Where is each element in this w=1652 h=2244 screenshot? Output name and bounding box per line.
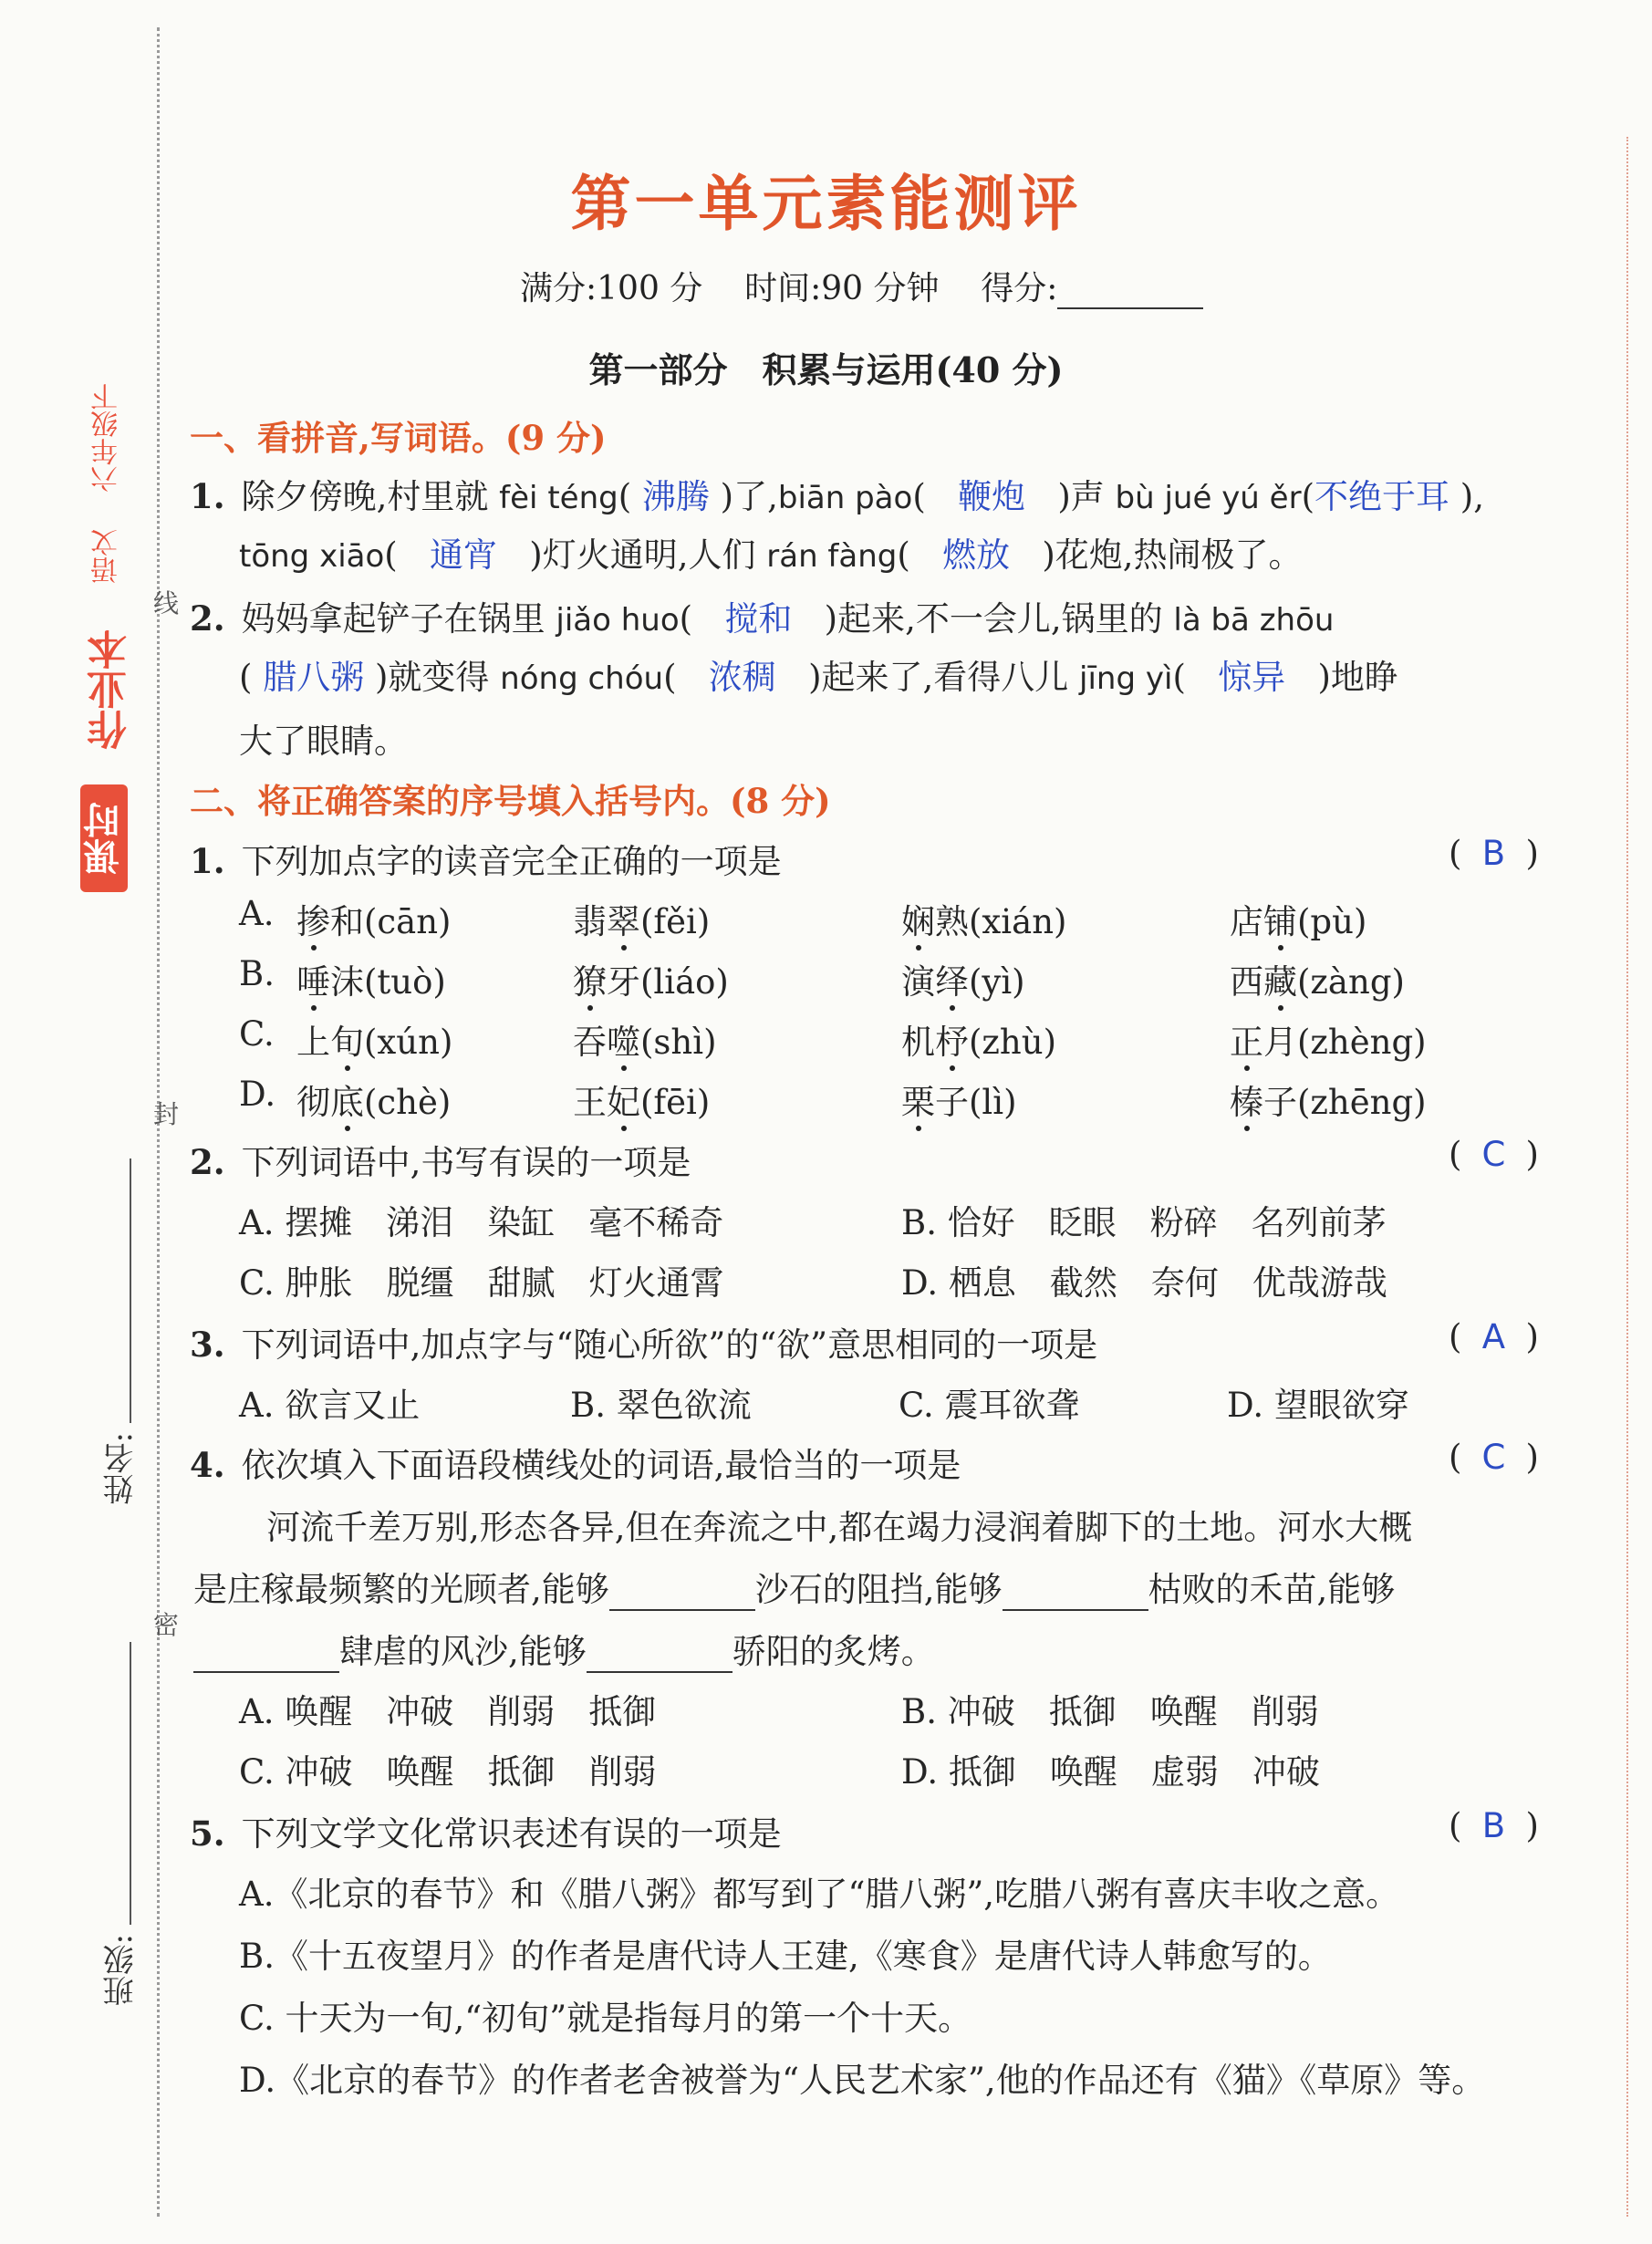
option: 正月(zhèng) [1230, 1023, 1427, 1062]
option-b: B. 翠色欲流 [570, 1386, 752, 1425]
option: 栗子(lì) [901, 1083, 1017, 1122]
option: 机杼(zhù) [901, 1023, 1057, 1062]
answer-field[interactable]: 鞭炮 [958, 477, 1026, 516]
question-num: 3. [190, 1325, 225, 1365]
text: 骄阳的炙烤。 [732, 1632, 935, 1671]
pinyin: jiǎo huo [556, 602, 680, 639]
option-a: A.《北京的春节》和《腊八粥》都写到了“腊八粥”,吃腊八粥有喜庆丰收之意。 [239, 1875, 1400, 1914]
fill-blank[interactable] [587, 1644, 732, 1673]
text: 肆虐的风沙,能够 [339, 1632, 587, 1671]
option-d: D. 抵御 唤醒 虚弱 冲破 [901, 1752, 1320, 1792]
text: , [1473, 477, 1484, 516]
cut-mark-line: 线 [153, 588, 180, 618]
option-d: D.《北京的春节》的作者老舍被誉为“人民艺术家”,他的作品还有《猫》《草原》等。 [239, 2061, 1486, 2100]
pinyin: là bā zhōu [1173, 602, 1335, 639]
option-c: C. 冲破 唤醒 抵御 削弱 [239, 1752, 657, 1792]
option: 彻底(chè) [296, 1083, 452, 1122]
s2-q4-stem [190, 1438, 961, 1487]
answer-field[interactable]: 浓稠 [708, 658, 776, 697]
s2-q3-stem [190, 1317, 1097, 1366]
option: 獠牙(liáo) [573, 962, 729, 1002]
question-stem: 下列词语中,书写有误的一项是 [241, 1143, 691, 1182]
option-d: D. 望眼欲穿 [1227, 1386, 1409, 1425]
answer-field[interactable]: A [1481, 1317, 1506, 1356]
option-b: B. 恰好 眨眼 粉碎 名列前茅 [901, 1203, 1387, 1242]
cut-mark-seal: 封 [153, 1099, 180, 1129]
s2-q1-answer-box: ( B ) [1449, 834, 1539, 873]
pinyin: rán fàng [766, 538, 898, 575]
text: 是庄稼最频繁的光顾者,能够 [193, 1570, 609, 1609]
option: 掺和(cān) [296, 902, 452, 941]
option: 翡翠(fěi) [573, 902, 711, 941]
full-score: 满分:100 分 [520, 270, 703, 307]
option-c: C. 十天为一旬,“初旬”就是指每月的第一个十天。 [239, 1999, 972, 2038]
text: 起来了,看得八儿 [821, 658, 1080, 697]
pinyin: tōng xiāo [239, 538, 385, 575]
answer-field[interactable]: 燃放 [942, 535, 1011, 575]
pinyin: jīng yì [1079, 660, 1173, 697]
s2-q1-opt-label: C. [239, 1014, 275, 1054]
option: 娴熟(xián) [901, 902, 1067, 941]
score-blank[interactable] [1057, 276, 1203, 309]
class-label: 班级: [103, 1934, 140, 2007]
pinyin: fèi téng [499, 480, 618, 516]
s2-q5-answer-box: ( B ) [1449, 1806, 1539, 1845]
text: 妈妈拿起铲子在锅里 [241, 599, 556, 639]
s2-q2-answer-box: ( C ) [1449, 1135, 1539, 1174]
option-a: A. 摆摊 涕泪 染缸 毫不稀奇 [239, 1203, 724, 1242]
option: 上旬(xún) [296, 1023, 453, 1062]
subject-label: 语文 [91, 529, 123, 584]
class-line[interactable] [130, 1642, 131, 1925]
question-num: 5. [190, 1813, 225, 1854]
text: 沙石的阻挡,能够 [754, 1570, 1003, 1609]
text: 枯败的禾苗,能够 [1148, 1570, 1396, 1609]
s2-q4-answer-box: ( C ) [1449, 1438, 1539, 1477]
option-a: A. 唤醒 冲破 削弱 抵御 [239, 1692, 657, 1731]
answer-field[interactable]: B [1481, 834, 1506, 873]
pinyin: bù jué yú ěr [1115, 480, 1302, 516]
fill-blank[interactable] [1003, 1582, 1148, 1611]
s1-q1-num: 1. [190, 476, 225, 516]
margin-dotted-line [1626, 137, 1628, 2217]
s1-q2-line3: 大了眼睛。 [239, 722, 408, 761]
pinyin: biān pào [777, 480, 913, 516]
answer-field[interactable]: B [1481, 1806, 1506, 1845]
option: 榛子(zhēng) [1230, 1083, 1427, 1122]
text: 花炮,热闹极了。 [1055, 535, 1303, 575]
s2-q5-stem [190, 1806, 782, 1855]
s1-q2-line1: 2. 妈妈拿起铲子在锅里 jiǎo huo( 搅和 )起来,不一会儿,锅里的 là bā zhōu [190, 598, 1335, 639]
section2-heading: 二、将正确答案的序号填入括号内。(8 分) [190, 781, 831, 821]
text: 声 [1070, 477, 1116, 516]
answer-field[interactable]: C [1481, 1135, 1506, 1174]
s1-q2-num: 2. [190, 598, 225, 639]
text: 地睁 [1330, 658, 1398, 697]
s2-q3-answer-box: ( A ) [1449, 1317, 1539, 1356]
text: 起来,不一会儿,锅里的 [837, 599, 1174, 639]
passage-line [193, 1562, 1395, 1611]
part-title: 第一部分 积累与运用(40 分) [588, 349, 1064, 390]
s2-q1-stem [190, 834, 782, 883]
name-line[interactable] [130, 1158, 131, 1423]
s2-q2-stem [190, 1135, 691, 1184]
brand-name: 作业本 [88, 629, 134, 750]
option-b: B. 冲破 抵御 唤醒 削弱 [901, 1692, 1319, 1731]
brand-logo: 课时 [80, 784, 128, 892]
option: 唾沫(tuò) [296, 962, 446, 1002]
question-stem: 依次填入下面语段横线处的词语,最恰当的一项是 [241, 1446, 961, 1485]
question-stem: 下列词语中,加点字与“随心所欲”的“欲”意思相同的一项是 [241, 1325, 1098, 1365]
option-d: D. 栖息 截然 奈何 优哉游哉 [901, 1263, 1387, 1303]
page-title: 第一单元素能测评 [570, 168, 1082, 239]
s1-q2-line2: ( 腊八粥 )就变得 nóng chóu( 浓稠 )起来了,看得八儿 jīng yì( 惊异 )地睁 [239, 658, 1398, 697]
question-num: 2. [190, 1142, 225, 1182]
option: 王妃(fēi) [573, 1083, 711, 1122]
option: 演绎(yì) [901, 962, 1025, 1002]
answer-field[interactable]: 沸腾 [641, 477, 710, 516]
s2-q1-opt-label: A. [239, 894, 275, 933]
text: 了, [733, 477, 778, 516]
question-stem: 下列文学文化常识表述有误的一项是 [241, 1814, 782, 1854]
s2-q1-opt-label: B. [239, 954, 275, 993]
option-c: C. 震耳欲聋 [899, 1386, 1080, 1425]
section1-heading: 一、看拼音,写词语。(9 分) [190, 418, 607, 458]
pinyin: nóng chóu [500, 660, 664, 697]
passage-line: 河流千差万别,形态各异,但在奔流之中,都在竭力浸润着脚下的土地。河水大概 [266, 1508, 1413, 1547]
s1-q1-line1: 1. 除夕傍晚,村里就 fèi téng( 沸腾 )了,biān pào( 鞭炮 )声 bù jué yú ěr(不绝于耳 ), [190, 476, 1484, 516]
fill-blank[interactable] [609, 1582, 755, 1611]
answer-field[interactable]: 不绝于耳 [1314, 477, 1450, 516]
text: 除夕傍晚,村里就 [241, 477, 500, 516]
exam-time: 时间:90 分钟 [744, 270, 940, 307]
s2-q1-opt-label: D. [239, 1075, 276, 1114]
option-a: A. 欲言又止 [239, 1386, 421, 1425]
text: 就变得 [388, 658, 501, 697]
answer-field[interactable]: 搅和 [724, 599, 793, 639]
text: 灯火通明,人们 [542, 535, 767, 575]
question-num: 1. [190, 841, 225, 881]
answer-field[interactable]: C [1481, 1438, 1506, 1477]
s1-q1-line2: tōng xiāo( 通宵 )灯火通明,人们 rán fàng( 燃放 )花炮,热闹极了。 [239, 535, 1303, 575]
exam-meta [520, 263, 1203, 309]
score-label: 得分: [981, 270, 1058, 307]
cut-mark-secret: 密 [153, 1610, 180, 1640]
option: 店铺(pù) [1230, 902, 1367, 941]
answer-field[interactable]: 惊异 [1218, 658, 1286, 697]
question-stem: 下列加点字的读音完全正确的一项是 [241, 842, 782, 881]
grade-label: 六年级下 [91, 383, 123, 493]
fill-blank[interactable] [193, 1644, 339, 1673]
question-num: 4. [190, 1445, 225, 1485]
answer-field[interactable]: 通宵 [430, 535, 497, 575]
option: 吞噬(shì) [573, 1023, 717, 1062]
name-label: 姓名: [103, 1432, 140, 1505]
option: 西藏(zàng) [1230, 962, 1405, 1002]
answer-field[interactable]: 腊八粥 [263, 658, 365, 697]
option-b: B.《十五夜望月》的作者是唐代诗人王建,《寒食》是唐代诗人韩愈写的。 [239, 1937, 1332, 1976]
passage-line [193, 1624, 935, 1673]
option-c: C. 肿胀 脱缰 甜腻 灯火通霄 [239, 1263, 724, 1303]
